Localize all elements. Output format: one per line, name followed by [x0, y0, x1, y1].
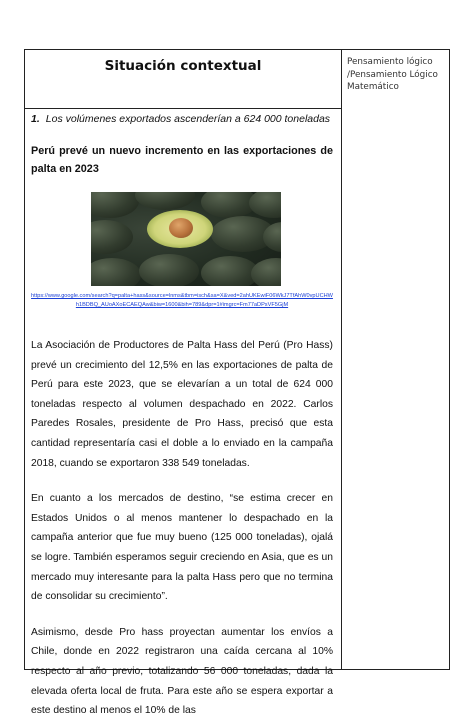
body-paragraph: La Asociación de Productores de Palta Hass del Perú (Pro Hass) prevé un crecimiento del 12,5% en las exportaciones de palta de Perú para este 2023, que se elevarían a un total de 624 000 toneladas respecto al volumen despachado en 2022. Carlos Paredes Rosales, presidente de Pro Hass, precisó que esta cantidad representaría casi el doble a lo enviado en la campaña 2018, cuando se exportaron 338 549 toneladas. [31, 340, 333, 469]
image-source-link[interactable]: https://www.google.com/search?q=palta+hass&source=lnms&tbm=isch&sa=X&ved=2ahUKEwiF06WkJ7TfAhW0vpUCHWh1BDBQ_AUoAXoECAEQAw&biw=1600&bih=789&dpr=1#imgrc=Fm77aDPsVF5GjM [31, 293, 333, 308]
body-paragraph: En cuanto a los mercados de destino, “se estima crecer en Estados Unidos o al menos mantener lo despachado en la campaña anterior que fue muy bueno (125 000 toneladas), ojalá se logre. También esperamos seguir creciendo en Asia, que es un mercado muy interesante para la palta Hass pero que no termina de consolidar su crecimiento”. [31, 493, 333, 603]
row-divider [25, 108, 341, 109]
body-paragraph: Asimismo, desde Pro hass proyectan aumentar los envíos a Chile, donde en 2022 registraron una caída cercana al 10% respecto al año previo, totalizando 56 000 toneladas, dada la elevada oferta local de fruta. Para este año se espera exportar a este destino al menos el 10% de las [31, 626, 333, 717]
avocado-half-icon [147, 210, 213, 248]
numbered-item [31, 112, 333, 126]
avocado-pit-icon [169, 218, 193, 238]
column-divider [341, 50, 342, 669]
document-table [24, 49, 450, 717]
main-content [31, 112, 333, 721]
news-headline: Perú prevé un nuevo incremento en las exportaciones de palta en 2023 [31, 145, 333, 175]
item-number: 1. [31, 113, 40, 125]
section-title: Situación contextual [104, 58, 262, 74]
avocado-photo [91, 192, 281, 286]
item-text: Los volúmenes exportados ascenderían a 624 000 toneladas [45, 113, 331, 125]
competency-label: Pensamiento lógico /Pensamiento Lógico Matemático [347, 57, 438, 92]
